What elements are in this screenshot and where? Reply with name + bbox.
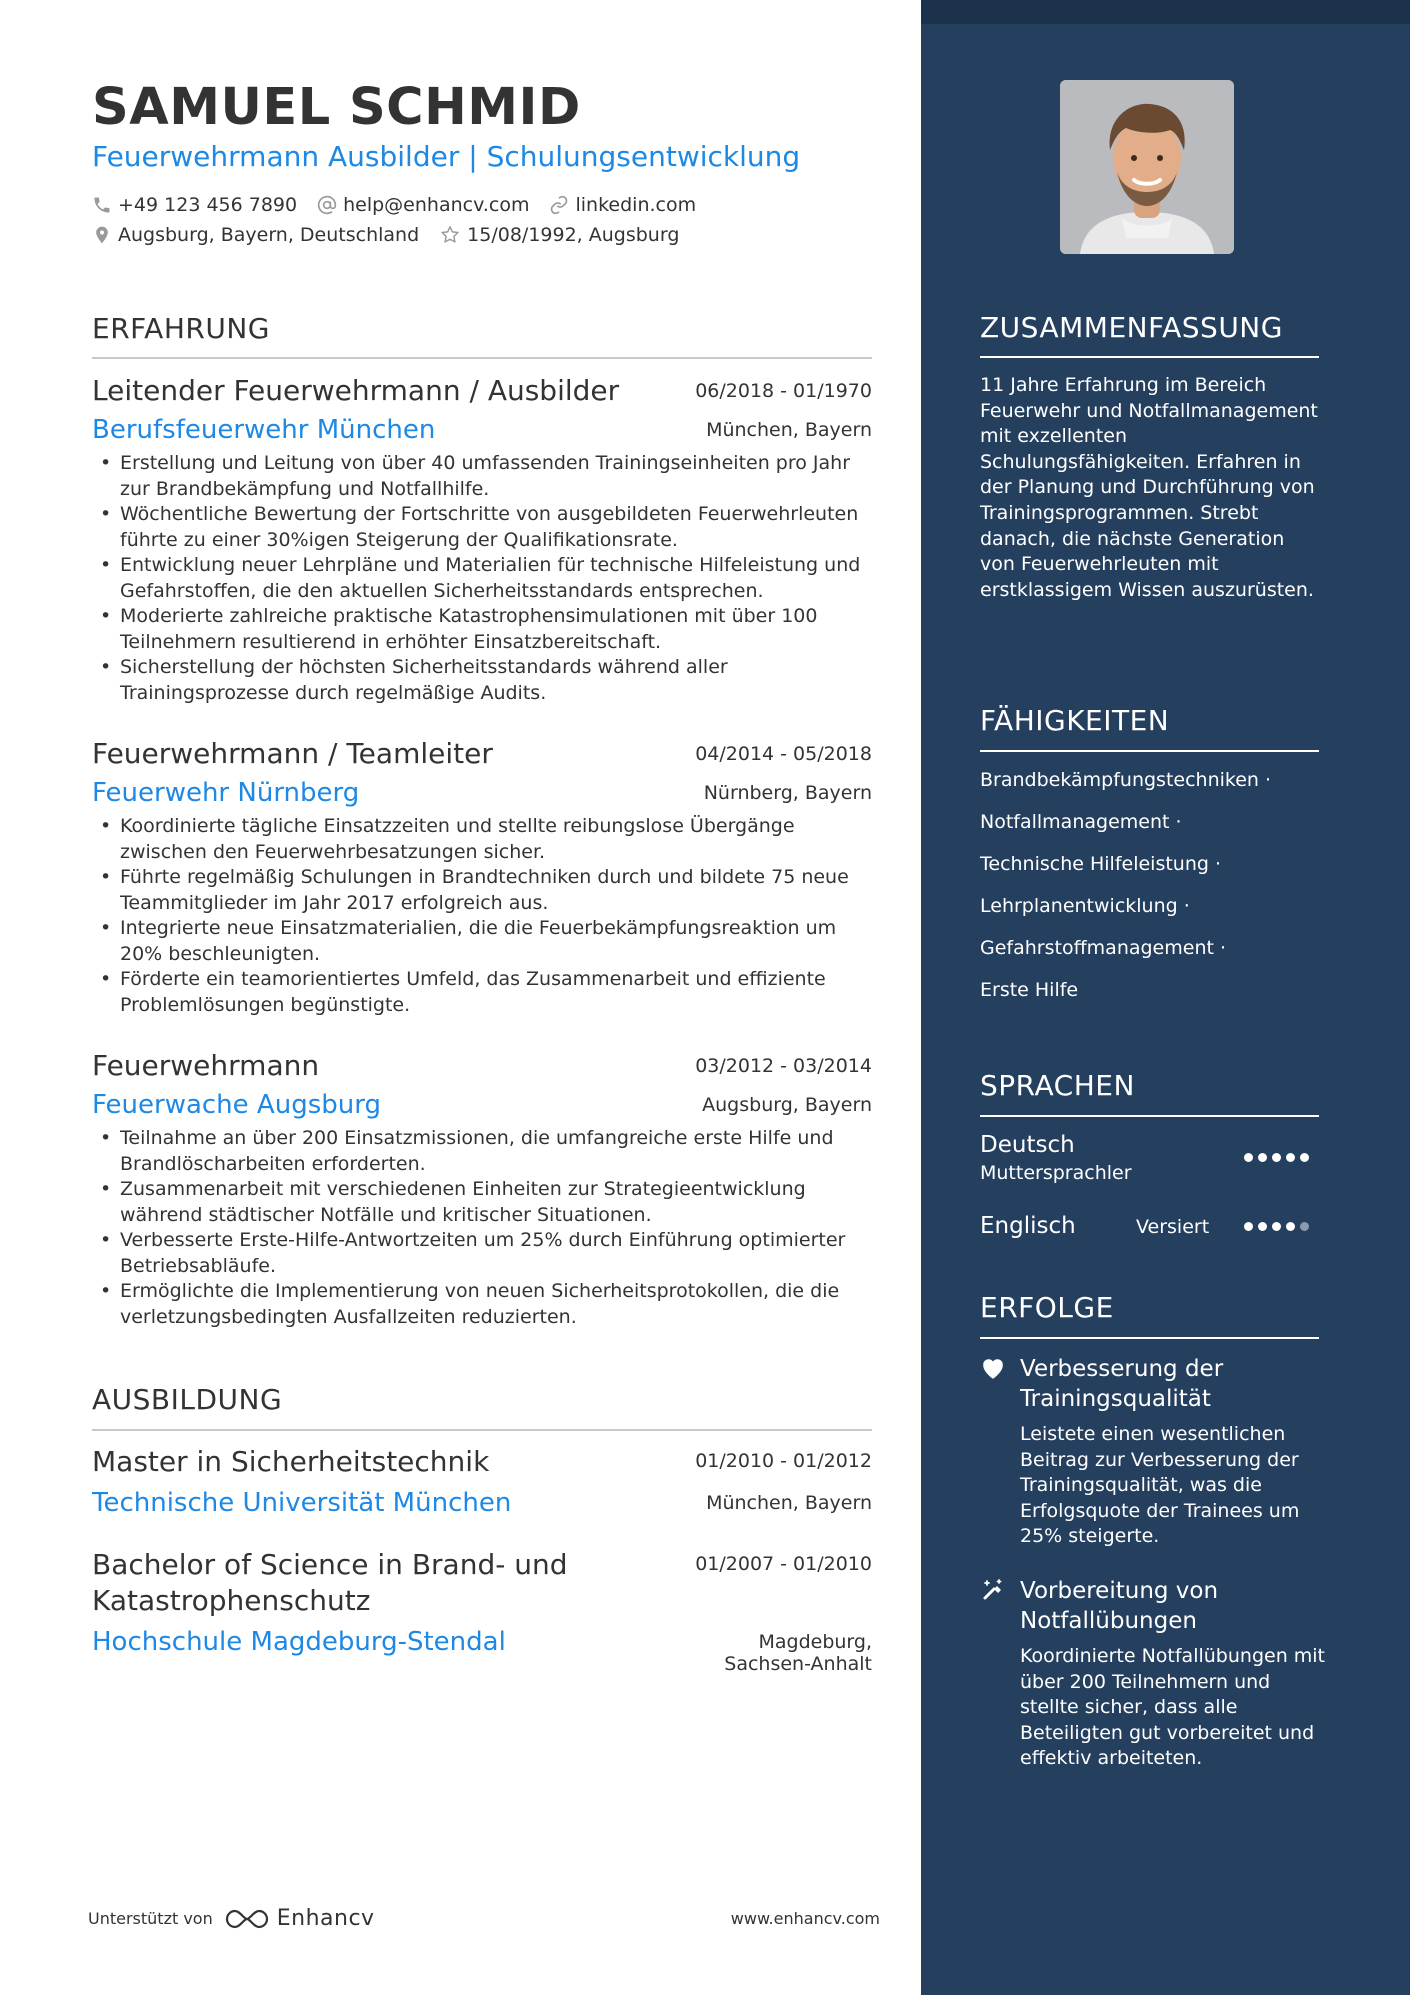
rating-dot-filled [1244, 1153, 1253, 1162]
achievement-title: Vorbereitung von Notfallübungen [1020, 1578, 1219, 1634]
location-text: Augsburg, Bayern, Deutschland [118, 224, 420, 246]
skill-item: Brandbekämpfungstechniken · [980, 769, 1272, 791]
bullet-item: • Führte regelmäßig Schulungen in Brandtechniken durch und bildete 75 neue Teammitglieder im Jahr 2017 erfolgreich aus. [92, 865, 872, 916]
job-date: 04/2014 - 05/2018 [695, 743, 872, 765]
achievements-divider [980, 1337, 1319, 1339]
job-title: Leitender Feuerwehrmann / Ausbilder [92, 374, 620, 407]
job-location: Augsburg, Bayern [702, 1094, 872, 1116]
birth-text: 15/08/1992, Augsburg [467, 224, 680, 246]
bullet-item: • Ermöglichte die Implementierung von neuen Sicherheitsprotokollen, die die verletzungsbedingten Ausfallzeiten reduzierten. [92, 1279, 872, 1330]
education-date: 01/2007 - 01/2010 [695, 1553, 872, 1575]
linkedin-contact [549, 194, 696, 216]
sidebar [921, 0, 1410, 1995]
phone-contact [92, 194, 297, 216]
rating-dot-filled [1272, 1153, 1281, 1162]
bullet-item: • Wöchentliche Bewertung der Fortschritte von ausgebildeten Feuerwehrleuten führte zu einer 30%igen Steigerung der Qualifikationsrate. [92, 502, 872, 553]
job-title: Feuerwehrmann [92, 1049, 320, 1082]
linkedin-text[interactable]: linkedin.com [575, 194, 697, 216]
bullet-item: • Entwicklung neuer Lehrpläne und Materialien für technische Hilfeleistung und Gefahrstoffen, die den aktuellen Sicherheitsstandards entsprechen. [92, 553, 872, 604]
email-contact [317, 194, 529, 216]
bullet-item: • Integrierte neue Einsatzmaterialien, die die Feuerbekämpfungsreaktion um 20% beschleunigten. [92, 916, 872, 967]
job-bullets [92, 1126, 872, 1330]
job-location: Nürnberg, Bayern [703, 782, 872, 804]
skill-item: Notfallmanagement · [980, 811, 1182, 833]
achievement-text: Koordinierte Notfallübungen mit über 200 Teilnehmern und stellte sicher, dass alle Beteiligten gut vorbereitet und effektiv arbeiteten. [1020, 1645, 1326, 1770]
wrench-spark-icon [980, 1578, 1006, 1606]
rating-dot-filled [1258, 1222, 1267, 1231]
job-bullets [92, 451, 872, 706]
languages-divider [980, 1115, 1319, 1117]
location-contact [92, 224, 419, 246]
education-entry [92, 1444, 872, 1518]
phone-text[interactable]: +49 123 456 7890 [118, 194, 298, 216]
headline: Feuerwehrmann Ausbilder | Schulungsentwicklung [92, 140, 801, 173]
birth-contact [439, 224, 679, 246]
skill-item: Technische Hilfeleistung · [980, 853, 1222, 875]
achievement-text: Leistete einen wesentlichen Beitrag zur Verbesserung der Trainingsqualität, was die Erfolgsquote der Trainees um 25% steigerte. [1020, 1423, 1300, 1548]
bullet-item: • Erstellung und Leitung von über 40 umfassenden Trainingseinheiten pro Jahr zur Brandbekämpfung und Notfallhilfe. [92, 451, 872, 502]
skill-item: Lehrplanentwicklung · [980, 895, 1190, 917]
achievements-section-title: ERFOLGE [980, 1291, 1114, 1324]
job-date: 06/2018 - 01/1970 [695, 380, 872, 402]
bullet-item: • Moderierte zahlreiche praktische Katastrophensimulationen mit über 100 Teilnehmern resultierend in erhöhter Einsatzbereitschaft. [92, 604, 872, 655]
language-level: Versiert [1136, 1216, 1210, 1238]
job-date: 03/2012 - 03/2014 [695, 1055, 872, 1077]
at-icon [317, 195, 337, 215]
bullet-item: • Verbesserte Erste-Hilfe-Antwortzeiten um 25% durch Einführung optimierter Betriebsabläufe. [92, 1228, 872, 1279]
experience-divider [92, 357, 872, 359]
language-rating [1244, 1153, 1314, 1162]
skill-item: Gefahrstoffmanagement · [980, 937, 1227, 959]
bullet-item: • Teilnahme an über 200 Einsatzmissionen, die umfangreiche erste Hilfe und Brandlöscharbeiten erforderten. [92, 1126, 872, 1177]
footer [88, 1906, 880, 1931]
bullet-item: • Zusammenarbeit mit verschiedenen Einheiten zur Strategieentwicklung während städtischer Notfälle und kritischer Situationen. [92, 1177, 872, 1228]
job-location: München, Bayern [706, 419, 872, 441]
enhancv-logo-icon [223, 1907, 271, 1931]
rating-dot-filled [1300, 1153, 1309, 1162]
rating-dot-filled [1272, 1222, 1281, 1231]
website-link[interactable]: www.enhancv.com [730, 1909, 880, 1928]
job-company[interactable]: Feuerwache Augsburg [92, 1090, 381, 1120]
job-title: Feuerwehrmann / Teamleiter [92, 737, 493, 770]
candidate-name: SAMUEL SCHMID [92, 78, 581, 137]
contact-row-2 [92, 224, 699, 246]
job-entry [92, 737, 872, 1018]
school-location-line: Sachsen-Anhalt [724, 1653, 872, 1675]
achievement-title: Verbesserung der Trainingsqualität [1020, 1356, 1224, 1412]
job-entry [92, 374, 872, 706]
degree-title: Bachelor of Science in Brand- und Katastrophenschutz [92, 1548, 568, 1617]
skills-section-title: FÄHIGKEITEN [980, 704, 1170, 737]
skill-item: Erste Hilfe [980, 979, 1079, 1001]
education-section-title: AUSBILDUNG [92, 1383, 283, 1416]
rating-dot-empty [1300, 1222, 1309, 1231]
education-divider [92, 1429, 872, 1431]
link-icon [549, 195, 569, 215]
school-name[interactable]: Hochschule Magdeburg-Stendal [92, 1627, 506, 1657]
school-location-line: Magdeburg, [758, 1631, 872, 1653]
rating-dot-filled [1286, 1153, 1295, 1162]
bullet-item: • Sicherstellung der höchsten Sicherheitsstandards während aller Trainingsprozesse durch regelmäßige Audits. [92, 655, 872, 706]
experience-section-title: ERFAHRUNG [92, 312, 270, 345]
powered-by-label: Unterstützt von [88, 1909, 213, 1928]
skills-divider [980, 750, 1319, 752]
phone-icon [92, 195, 112, 215]
rating-dot-filled [1286, 1222, 1295, 1231]
summary-section-title: ZUSAMMENFASSUNG [980, 311, 1283, 344]
star-icon [439, 224, 461, 246]
school-location [724, 1631, 872, 1675]
email-text[interactable]: help@enhancv.com [343, 194, 530, 216]
languages-section-title: SPRACHEN [980, 1069, 1135, 1102]
school-location: München, Bayern [706, 1492, 872, 1514]
job-company[interactable]: Berufsfeuerwehr München [92, 415, 436, 445]
education-date: 01/2010 - 01/2012 [695, 1450, 872, 1472]
language-name: Englisch [980, 1213, 1076, 1239]
rating-dot-filled [1244, 1222, 1253, 1231]
language-level: Muttersprachler [980, 1162, 1132, 1184]
language-rating [1244, 1222, 1314, 1231]
summary-text: 11 Jahre Erfahrung im Bereich Feuerwehr und Notfallmanagement mit exzellenten Schulungsfähigkeiten. Erfahren in der Planung und Durchführung von Trainingsprogrammen. Strebt danach, die nächste Generation von Feuerwehrleuten mit erstklassigem Wissen auszurüsten. [980, 374, 1318, 601]
degree-title: Master in Sicherheitstechnik [92, 1445, 490, 1478]
bullet-item: • Koordinierte tägliche Einsatzzeiten und stellte reibungslose Übergänge zwischen den Feuerwehrbesatzungen sicher. [92, 814, 872, 865]
profile-photo [1060, 80, 1234, 254]
school-name[interactable]: Technische Universität München [92, 1488, 512, 1518]
education-entry [92, 1547, 872, 1675]
powered-by [88, 1906, 375, 1931]
avatar-photo-icon [1060, 80, 1234, 254]
contact-row-1 [92, 194, 716, 216]
summary-divider [980, 356, 1319, 358]
bullet-item: • Förderte ein teamorientiertes Umfeld, das Zusammenarbeit und effiziente Problemlösungen begünstigte. [92, 967, 872, 1018]
job-company[interactable]: Feuerwehr Nürnberg [92, 778, 360, 808]
sidebar-top-strip [921, 0, 1410, 24]
enhancv-brand[interactable]: Enhancv [276, 1906, 375, 1931]
location-pin-icon [92, 225, 112, 245]
rating-dot-filled [1258, 1153, 1267, 1162]
language-name: Deutsch [980, 1132, 1075, 1158]
job-entry [92, 1049, 872, 1330]
job-bullets [92, 814, 872, 1018]
heart-icon [980, 1356, 1006, 1384]
